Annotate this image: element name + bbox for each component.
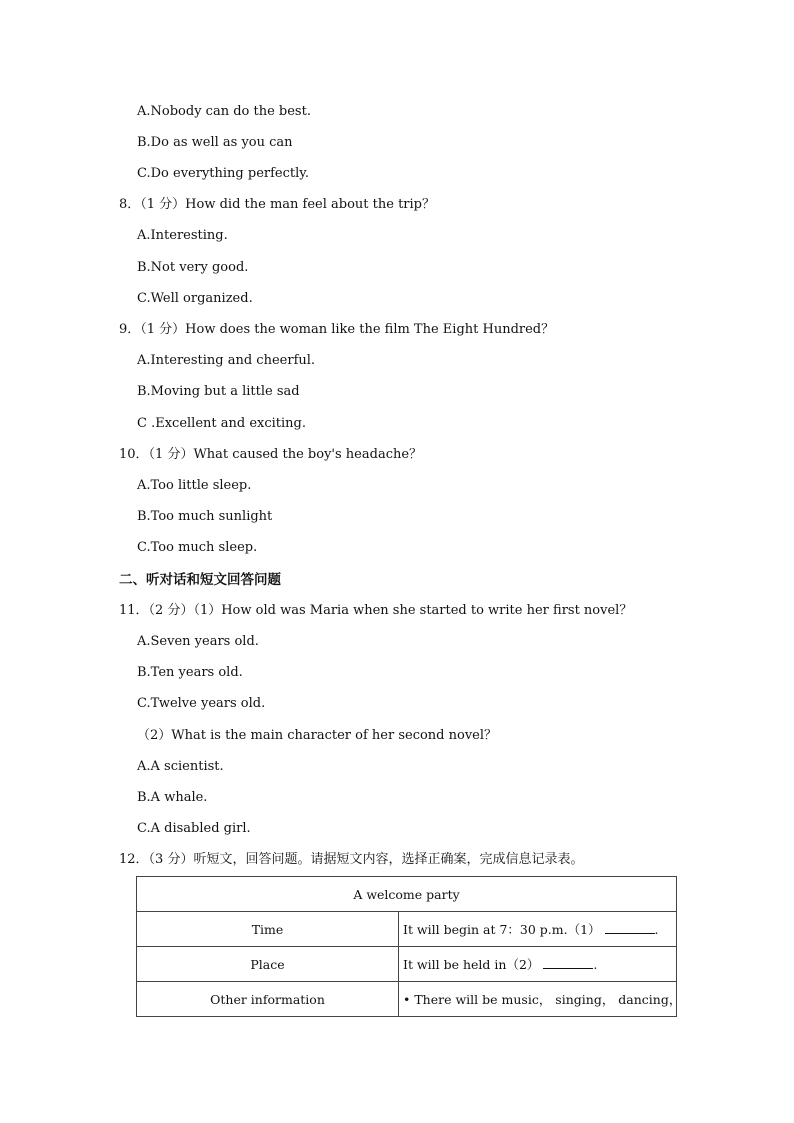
section-heading: 二、听对话和短文回答问题 [119, 572, 281, 588]
other-text: • There will be music， singing， dancing， [403, 992, 682, 1007]
q11-2-option-a: A.A scientist. [137, 759, 224, 774]
table-row [137, 947, 677, 982]
q8-option-b: B.Not very good. [137, 260, 249, 275]
q10-option-b: B.Too much sunlight [137, 509, 273, 524]
q7-option-b: B.Do as well as you can [137, 135, 293, 150]
row-value-place [399, 947, 677, 982]
row-label-time: Time [137, 912, 399, 947]
q11-1-option-c: C.Twelve years old. [137, 696, 266, 711]
q11-sub-question-2: （2）What is the main character of her second novel？ [137, 728, 498, 743]
row-label-other: Other information [137, 982, 399, 1017]
q11-2-option-c: C.A disabled girl. [137, 821, 251, 836]
place-text: It will be held in（2） [403, 957, 540, 972]
place-end: . [593, 957, 598, 972]
q8-option-c: C.Well organized. [137, 291, 253, 306]
info-record-table [136, 876, 682, 1017]
q9-option-b: B.Moving but a little sad [137, 384, 300, 399]
q7-option-c: C.Do everything perfectly. [137, 166, 310, 181]
q11-1-option-b: B.Ten years old. [137, 665, 243, 680]
q11-1-option-a: A.Seven years old. [137, 634, 259, 649]
q9-option-a: A.Interesting and cheerful. [137, 353, 316, 368]
q12-stem: 12．（3 分）听短文，回答问题。请据短文内容，选择正确案，完成信息记录表。 [119, 852, 584, 867]
row-value-time [399, 912, 677, 947]
q10-option-c: C.Too much sleep. [137, 540, 258, 555]
q11-2-option-b: B.A whale. [137, 790, 208, 805]
table-title: A welcome party [137, 877, 677, 912]
time-end: . [654, 922, 659, 937]
q8-stem: 8．（1 分）How did the man feel about the trip？ [119, 197, 435, 212]
table-row [137, 912, 677, 947]
q11-stem: 11．（2 分）（1）How old was Maria when she started to write her first novel？ [119, 603, 633, 618]
row-value-other [399, 982, 682, 1017]
q9-stem: 9．（1 分）How does the woman like the film The Eight Hundred？ [119, 322, 555, 337]
row-label-place: Place [137, 947, 399, 982]
table-title-row [137, 877, 677, 912]
q10-option-a: A.Too little sleep. [137, 478, 252, 493]
q10-stem: 10．（1 分）What caused the boy's headache？ [119, 447, 423, 462]
q9-option-c: C .Excellent and exciting. [137, 416, 306, 431]
table-row [137, 982, 677, 1017]
time-text: It will begin at 7：30 p.m.（1） [403, 922, 601, 937]
q7-option-a: A.Nobody can do the best. [137, 104, 311, 119]
answer-blank-2[interactable] [543, 956, 593, 969]
answer-blank-1[interactable] [605, 921, 655, 934]
q8-option-a: A.Interesting. [137, 228, 228, 243]
